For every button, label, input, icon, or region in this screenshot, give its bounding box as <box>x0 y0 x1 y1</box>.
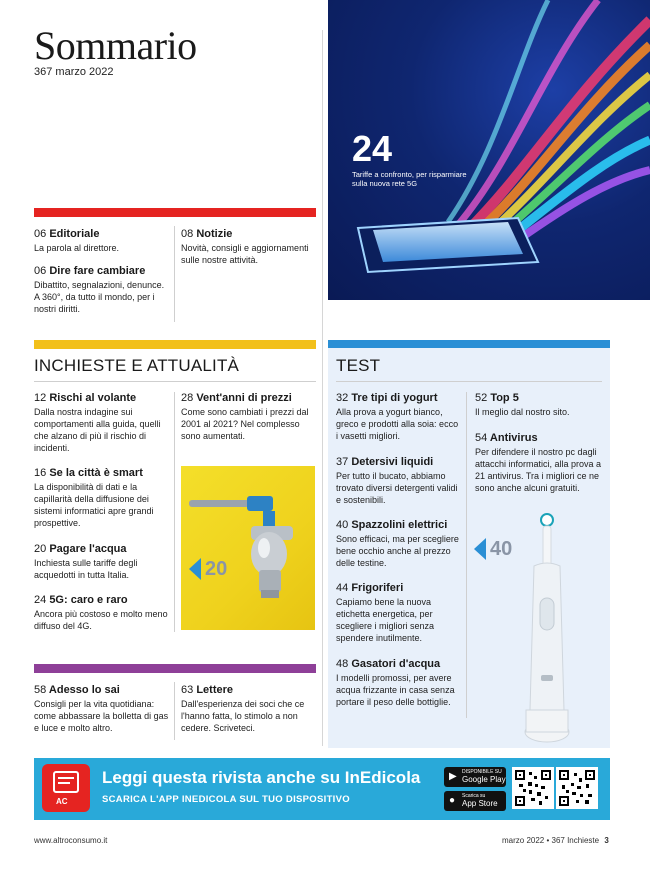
entry-desc: Consigli per la vita quotidiana: come abbassare la bolletta di gas e luce e molto altro. <box>34 699 169 734</box>
entry-desc: Il meglio dal nostro sito. <box>475 407 570 417</box>
entry-page: 44 <box>336 582 349 594</box>
footer-page-number: 3 <box>604 836 609 845</box>
entry-desc: Sono efficaci, ma per scegliere bene occhio anche al prezzo delle testine. <box>336 534 459 569</box>
section-rule <box>34 381 316 382</box>
entry-page: 63 <box>181 684 194 696</box>
entry-dire-fare-cambiare[interactable] <box>34 265 170 315</box>
app-store-badge[interactable] <box>444 791 506 811</box>
entry-title: Spazzolini elettrici <box>351 519 448 531</box>
entry-desc: Come sono cambiati i prezzi dal 2001 al 2021? Nel complesso sono aumentati. <box>181 407 309 442</box>
entry-pagare-acqua[interactable] <box>34 543 170 581</box>
google-play-top: DISPONIBILE SU <box>462 769 502 775</box>
footer-issue <box>502 836 609 845</box>
page-ref-arrow-icon <box>474 538 486 560</box>
column-divider <box>466 392 467 718</box>
entry-title: Adesso lo sai <box>48 684 120 696</box>
purple-section-bar <box>34 664 316 673</box>
entry-detersivi[interactable] <box>336 456 462 506</box>
entry-page: 08 <box>181 228 194 240</box>
entry-page: 52 <box>475 392 488 404</box>
entry-yogurt[interactable] <box>336 392 462 442</box>
entry-ventanni-prezzi[interactable] <box>181 392 317 442</box>
entry-title: Frigoriferi <box>351 582 404 594</box>
qr-code-icon <box>515 770 551 806</box>
entry-5g[interactable] <box>34 594 170 632</box>
banner-subline: SCARICA L'APP INEDICOLA SUL TUO DISPOSITIVO <box>102 794 350 805</box>
inedicola-app-icon[interactable] <box>42 764 90 812</box>
entry-title: 5G: caro e raro <box>49 594 128 606</box>
entry-title: Top 5 <box>490 392 519 404</box>
entry-desc: Ancora più costoso e molto meno diffuso del 4G. <box>34 609 168 632</box>
entry-rischi-al-volante[interactable] <box>34 392 170 455</box>
entry-desc: La parola al direttore. <box>34 243 120 253</box>
entry-page: 37 <box>336 456 349 468</box>
google-play-name: Google Play <box>462 774 506 784</box>
entry-frigoriferi[interactable] <box>336 582 462 645</box>
entry-title: Editoriale <box>49 228 100 240</box>
entry-editoriale[interactable] <box>34 228 170 254</box>
entry-page: 24 <box>34 594 47 606</box>
entry-notizie[interactable] <box>181 228 317 266</box>
toothbrush-image[interactable] <box>476 510 606 750</box>
entry-desc: Dall'esperienza dei soci che ce l'hanno fatta, lo stimolo a non cedere. Scriveteci. <box>181 699 305 734</box>
entry-title: Se la città è smart <box>49 467 143 479</box>
banner-headline: Leggi questa rivista anche su InEdicola <box>102 768 421 787</box>
entry-title: Tre tipi di yogurt <box>351 392 438 404</box>
page-title: Sommario <box>34 23 197 68</box>
entry-title: Lettere <box>196 684 233 696</box>
footer-issue-text: marzo 2022 • 367 Inchieste <box>502 836 600 845</box>
entry-desc: Alla prova a yogurt bianco, greco e prodotti alla soia: ecco i vasetti migliori. <box>336 407 459 442</box>
page-center-divider <box>322 30 323 746</box>
inedicola-banner[interactable] <box>34 758 610 820</box>
page-ref-arrow-icon <box>189 558 201 580</box>
entry-title: Notizie <box>196 228 233 240</box>
entry-page: 20 <box>34 543 47 555</box>
footer-site[interactable]: www.altroconsumo.it <box>34 836 108 845</box>
section-rule <box>336 381 602 382</box>
entry-page: 32 <box>336 392 349 404</box>
hero-image[interactable] <box>328 0 650 300</box>
entry-desc: Dalla nostra indagine sui comportamenti alla guida, quelli che alzano di più il rischio di incidenti. <box>34 407 161 454</box>
toothbrush-page-ref: 40 <box>490 538 513 560</box>
entry-title: Vent'anni di prezzi <box>196 392 292 404</box>
entry-desc: Capiamo bene la nuova etichetta energetica, per scegliere i migliori senza spendere inutilmente. <box>336 597 435 644</box>
entry-page: 40 <box>336 519 349 531</box>
red-section-bar <box>34 208 316 217</box>
entry-antivirus[interactable] <box>475 432 605 495</box>
entry-page: 12 <box>34 392 47 404</box>
entry-desc: La disponibilità di dati e la capillarità della diffusione dei sistemi informatici apre grandi prospettive. <box>34 482 154 529</box>
faucet-page-ref: 20 <box>205 558 228 580</box>
section-title-inchieste: INCHIESTE E ATTUALITÀ <box>34 356 240 375</box>
faucet-illustration <box>181 466 315 630</box>
entry-page: 06 <box>34 228 47 240</box>
entry-title: Dire fare cambiare <box>49 265 146 277</box>
entry-desc: Per tutto il bucato, abbiamo trovato diversi detergenti validi e sostenibili. <box>336 471 458 506</box>
entry-page: 48 <box>336 658 349 670</box>
app-store-top: Scarica su <box>462 793 486 799</box>
play-icon: ▶ <box>449 771 457 782</box>
entry-desc: Novità, consigli e aggiornamenti sulle nostre attività. <box>181 243 309 266</box>
hero-page-number: 24 <box>352 128 393 169</box>
entry-title: Rischi al volante <box>49 392 137 404</box>
entry-page: 16 <box>34 467 47 479</box>
entry-desc: Inchiesta sulle tariffe degli acquedotti in tutta Italia. <box>34 558 138 581</box>
google-play-badge[interactable] <box>444 767 506 787</box>
entry-citta-smart[interactable] <box>34 467 170 530</box>
entry-page: 06 <box>34 265 47 277</box>
column-divider <box>174 392 175 632</box>
entry-page: 28 <box>181 392 194 404</box>
entry-title: Antivirus <box>489 432 538 444</box>
qr-code-android[interactable] <box>512 767 554 809</box>
entry-page: 58 <box>34 684 47 696</box>
issue-date: 367 marzo 2022 <box>34 66 114 78</box>
hero-caption: Tariffe a confronto, per risparmiare sulla nuova rete 5G <box>352 170 467 189</box>
entry-desc: Dibattito, segnalazioni, denunce. A 360°, da tutto il mondo, per i nostri diritti. <box>34 280 165 315</box>
entry-title: Detersivi liquidi <box>351 456 434 468</box>
column-divider <box>174 226 175 322</box>
column-divider <box>174 682 175 740</box>
entry-desc: I modelli promossi, per avere acqua frizzante in casa senza portare il peso delle bottiglie. <box>336 673 455 708</box>
entry-lettere[interactable] <box>181 684 317 734</box>
entry-top5[interactable] <box>475 392 605 418</box>
entry-spazzolini[interactable] <box>336 519 462 569</box>
app-icon-label: AC <box>56 797 68 806</box>
qr-code-ios[interactable] <box>556 767 598 809</box>
yellow-section-bar <box>34 340 316 349</box>
qr-code-icon <box>559 770 595 806</box>
entry-title: Gasatori d'acqua <box>351 658 441 670</box>
entry-desc: Per difendere il nostro pc dagli attacchi informatici, alla prova a 21 antivirus. Tra i migliori ce ne sono anche alcuni gratuiti. <box>475 447 602 494</box>
section-title-test: TEST <box>336 356 381 375</box>
apple-icon: ● <box>449 795 456 806</box>
app-store-name: App Store <box>462 798 498 808</box>
entry-page: 54 <box>475 432 488 444</box>
entry-adesso-lo-sai[interactable] <box>34 684 170 734</box>
entry-title: Pagare l'acqua <box>49 543 127 555</box>
faucet-image[interactable] <box>181 466 315 630</box>
entry-gasatori[interactable] <box>336 658 462 708</box>
